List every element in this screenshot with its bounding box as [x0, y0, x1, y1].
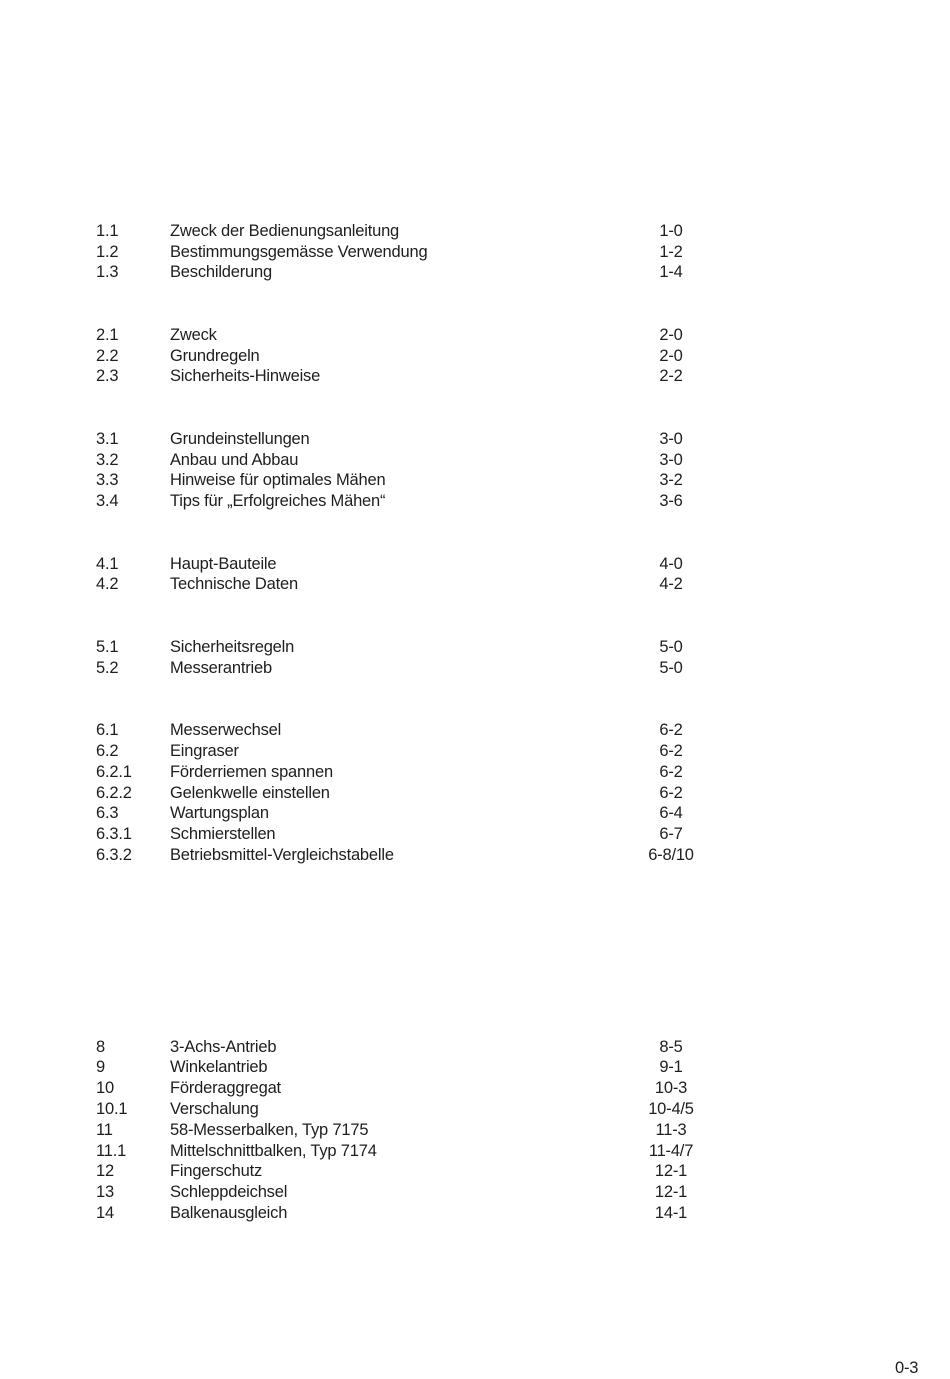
- toc-row: [0, 824, 950, 845]
- toc-title: Eingraser: [170, 742, 239, 760]
- toc-page: 4-2: [659, 575, 683, 593]
- toc-title: Grundeinstellungen: [170, 430, 310, 448]
- toc-title: Balkenausgleich: [170, 1204, 288, 1222]
- toc-page: 6-7: [659, 825, 683, 843]
- toc-number: 3.1: [96, 430, 119, 448]
- toc-number: 6.2.1: [96, 763, 132, 781]
- toc-title: Schmierstellen: [170, 825, 276, 843]
- toc-row: [0, 658, 950, 679]
- page-number: 0-3: [895, 1359, 919, 1377]
- toc-row: [0, 1141, 950, 1162]
- toc-row: [0, 325, 950, 346]
- toc-title: Fingerschutz: [170, 1162, 263, 1180]
- toc-number: 10.1: [96, 1100, 128, 1118]
- toc-number: 5.2: [96, 659, 119, 677]
- toc-page: 8-5: [659, 1038, 683, 1056]
- toc-number: 3.3: [96, 471, 119, 489]
- toc-row: [0, 1037, 950, 1058]
- toc-number: 6.2.2: [96, 784, 132, 802]
- toc-number: 8: [96, 1038, 105, 1056]
- toc-number: 6.2: [96, 742, 119, 760]
- toc-title: Förderaggregat: [170, 1079, 281, 1097]
- toc-row: [0, 1203, 950, 1224]
- toc-number: 13: [96, 1183, 114, 1201]
- toc-number: 3.2: [96, 451, 119, 469]
- toc-row: [0, 637, 950, 658]
- toc-row: [0, 221, 950, 242]
- toc-page: 9-1: [659, 1058, 683, 1076]
- toc-page: 11-4/7: [648, 1142, 694, 1160]
- toc-page: 12-1: [654, 1162, 688, 1180]
- toc-row: [0, 1078, 950, 1099]
- toc-number: 14: [96, 1204, 114, 1222]
- toc-row: [0, 1057, 950, 1078]
- toc-number: 4.1: [96, 555, 119, 573]
- toc-title: Haupt-Bauteile: [170, 555, 277, 573]
- toc-page: 6-4: [659, 804, 683, 822]
- toc-row: [0, 429, 950, 450]
- toc-row: [0, 491, 950, 512]
- toc-number: 1.1: [96, 222, 119, 240]
- toc-page: 3-2: [659, 471, 683, 489]
- toc-row: [0, 366, 950, 387]
- toc-row: [0, 803, 950, 824]
- toc-title: Wartungsplan: [170, 804, 269, 822]
- toc-row: [0, 470, 950, 491]
- toc-number: 2.3: [96, 367, 119, 385]
- toc-title: Betriebsmittel-Vergleichstabelle: [170, 846, 394, 864]
- toc-row: [0, 554, 950, 575]
- toc-page: 2-0: [659, 347, 683, 365]
- toc-number: 3.4: [96, 492, 119, 510]
- toc-title: Anbau und Abbau: [170, 451, 299, 469]
- toc-row: [0, 783, 950, 804]
- toc-title: Sicherheitsregeln: [170, 638, 295, 656]
- toc-page: 6-2: [659, 742, 683, 760]
- toc-page: 2-2: [659, 367, 683, 385]
- toc-title: Mittelschnittbalken, Typ 7174: [170, 1142, 377, 1160]
- toc-title: Förderriemen spannen: [170, 763, 333, 781]
- toc-page: 1-0: [659, 222, 683, 240]
- toc-title: Zweck: [170, 326, 217, 344]
- toc-number: 1.2: [96, 243, 119, 261]
- toc-title: Hinweise für optimales Mähen: [170, 471, 386, 489]
- toc-number: 1.3: [96, 263, 119, 281]
- toc-title: 3-Achs-Antrieb: [170, 1038, 277, 1056]
- toc-page: 6-2: [659, 763, 683, 781]
- toc-row: [0, 741, 950, 762]
- toc-number: 4.2: [96, 575, 119, 593]
- toc-title: 58-Messerbalken, Typ 7175: [170, 1121, 369, 1139]
- toc-row: [0, 574, 950, 595]
- toc-title: Gelenkwelle einstellen: [170, 784, 330, 802]
- toc-page: 3-6: [659, 492, 683, 510]
- toc-page: 5-0: [659, 638, 683, 656]
- toc-number: 6.1: [96, 721, 119, 739]
- toc-page: 6-2: [659, 721, 683, 739]
- toc-row: [0, 262, 950, 283]
- toc-title: Schleppdeichsel: [170, 1183, 288, 1201]
- toc-page: 3-0: [659, 430, 683, 448]
- toc-page: 10-4/5: [648, 1100, 694, 1118]
- toc-page: 1-4: [659, 263, 683, 281]
- toc-row: [0, 1120, 950, 1141]
- toc-number: 11.1: [96, 1142, 127, 1160]
- toc-number: 11: [96, 1121, 113, 1139]
- toc-title: Grundregeln: [170, 347, 260, 365]
- toc-title: Sicherheits-Hinweise: [170, 367, 321, 385]
- toc-number: 2.2: [96, 347, 119, 365]
- toc-title: Beschilderung: [170, 263, 272, 281]
- toc-title: Bestimmungsgemässe Verwendung: [170, 243, 428, 261]
- toc-row: [0, 1161, 950, 1182]
- toc-title: Messerantrieb: [170, 659, 272, 677]
- toc-page: 1-2: [659, 243, 683, 261]
- toc-page: 5-0: [659, 659, 683, 677]
- toc-title: Tips für „Erfolgreiches Mähen“: [170, 492, 386, 510]
- toc-row: [0, 1099, 950, 1120]
- toc-number: 6.3: [96, 804, 119, 822]
- toc-row: [0, 845, 950, 866]
- toc-page: 10-3: [654, 1079, 688, 1097]
- toc-number: 2.1: [96, 326, 119, 344]
- toc-page: 4-0: [659, 555, 683, 573]
- toc-number: 6.3.1: [96, 825, 132, 843]
- toc-page: 6-2: [659, 784, 683, 802]
- toc-row: [0, 242, 950, 263]
- toc-number: 12: [96, 1162, 114, 1180]
- toc-title: Verschalung: [170, 1100, 259, 1118]
- toc-number: 5.1: [96, 638, 119, 656]
- toc-row: [0, 720, 950, 741]
- toc-number: 6.3.2: [96, 846, 132, 864]
- toc-page: 12-1: [654, 1183, 688, 1201]
- toc-title: Messerwechsel: [170, 721, 282, 739]
- toc-row: [0, 762, 950, 783]
- toc-page: 6-8/10: [648, 846, 694, 864]
- toc-page: 14-1: [654, 1204, 688, 1222]
- toc-row: [0, 346, 950, 367]
- toc-page: 2-0: [659, 326, 683, 344]
- toc-page: 3-0: [659, 451, 683, 469]
- toc-row: [0, 450, 950, 471]
- toc-number: 10: [96, 1079, 114, 1097]
- toc-number: 9: [96, 1058, 105, 1076]
- toc-title: Technische Daten: [170, 575, 298, 593]
- toc-row: [0, 1182, 950, 1203]
- toc-title: Zweck der Bedienungsanleitung: [170, 222, 400, 240]
- toc-page: 11-3: [655, 1121, 687, 1139]
- toc-title: Winkelantrieb: [170, 1058, 268, 1076]
